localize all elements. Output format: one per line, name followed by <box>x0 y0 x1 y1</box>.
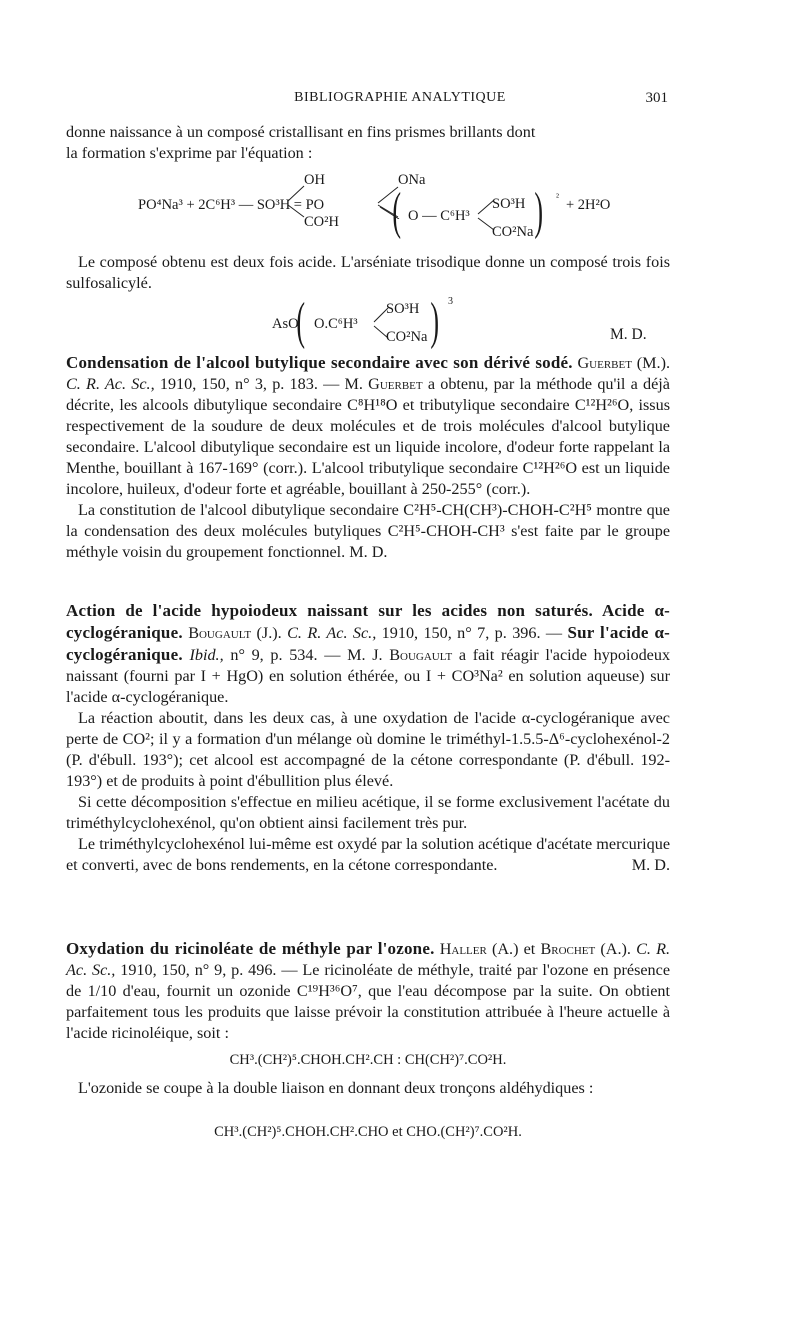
article2-signature: M. D. <box>631 856 670 874</box>
page-header <box>0 88 800 110</box>
article3-author-1: Haller <box>439 940 487 958</box>
article3-body-1: Le ricinoléate de méthyle, traité par l'ozone en présence de 1/10 d'eau, fournit un ozonide C¹⁹H³⁶O⁷, que l'eau décompose par la suite. On obtient parfaitement tous les produits que laisse prévoir la constitution attribuée à l'heure actuelle à l'acide ricinoléique, soit : <box>66 961 671 1042</box>
eq1-co2h: CO²H <box>304 214 339 230</box>
article1-ref: 1910, 150, n° 3, p. 183. — <box>159 375 340 393</box>
running-head: BIBLIOGRAPHIE ANALYTIQUE <box>294 90 506 105</box>
article1-body-author: M. Guerbet <box>344 375 423 393</box>
eq2-co2na: CO²Na <box>386 329 428 345</box>
eq1-o-c6h3: O — C⁶H³ <box>408 208 470 224</box>
eq1-so3h: SO³H <box>492 196 526 212</box>
article1-body-2: La constitution de l'alcool dibutylique secondaire C²H⁵-CH(CH³)-CHOH-C²H⁵ montre que la condensation des deux molécules butyliques C²H⁵-CHOH-CH³ s'est faite par le groupe méthyle voisin du groupement fonctionnel. M. D. <box>66 501 670 561</box>
eq1-paren-close: ) <box>534 183 543 240</box>
article1-initial: (M.). <box>636 354 671 372</box>
article2-title: Action de l'acide hypoiodeux naissant sur les acides non saturés. Acide α-cyclogéranique. <box>66 601 670 642</box>
article2-body-1: a fait réagir l'acide hypoiodeux naissant (fourni par I + HgO) en solution éthérée, ou I + CO³Na² en solution aqueuse) sur l'acide α-cyclogéranique. <box>66 646 671 706</box>
article2-ref: 1910, 150, n° 7, p. 396. — <box>381 624 563 642</box>
intro-paragraph <box>66 122 670 164</box>
eq2-paren-close: ) <box>430 293 439 350</box>
eq2-power: 3 <box>448 296 453 307</box>
eq1-co2na: CO²Na <box>492 224 534 240</box>
article2-journal: C. R. Ac. Sc., <box>287 624 377 642</box>
article3-formula-1: CH³.(CH²)⁵.CHOH.CH².CH : CH(CH²)⁷.CO²H. <box>229 1052 507 1068</box>
article1-author: Guerbet <box>577 354 632 372</box>
article3-ref: 1910, 150, n° 9, p. 496. — <box>120 961 298 979</box>
article3-journal: C. R. Ac. Sc., <box>66 940 671 979</box>
eq2-paren-open: ( <box>296 293 305 350</box>
eq2-so3h: SO³H <box>386 301 420 317</box>
article-ozone <box>66 938 670 1044</box>
article2-author: Bougault <box>188 624 252 642</box>
page-number: 301 <box>645 90 668 106</box>
article3-author-2: Brochet <box>540 940 596 958</box>
eq1-oh: OH <box>304 172 325 188</box>
intro-line-1: donne naissance à un composé cristallisant en fins prismes brillants dont <box>66 123 536 141</box>
article2-body-2: La réaction aboutit, dans les deux cas, à une oxydation de l'acide α-cyclogéranique avec perte de CO²; il y a formation d'un mélange où domine le triméthyl-1.5.5-Δ⁶-cyclohexénol-2 (P. d'ébull. 193°); cet alcool est accompagné de la cétone correspondante (P. d'ébull. 192-193°) et de produits à point d'ébullition plus élevé. <box>66 709 670 790</box>
eq1-plus-water: + 2H²O <box>566 197 611 213</box>
intro-line-2: la formation s'exprime par l'équation : <box>66 144 313 162</box>
signature-1: M. D. <box>610 326 647 343</box>
article1-body-1: a obtenu, par la méthode qu'il a déjà décrite, les alcools dibutylique secondaire C⁸H¹⁸O et tributylique secondaire C¹²H²⁶O, issus respectivement de la soudure de deux molécules et de trois molécules d'alcool butylique secondaire. L'alcool dibutylique secondaire est un liquide incolore, d'odeur forte rappelant la Menthe, bouillant à 167-169° (corr.). L'alcool tributylique secondaire C¹²H²⁶O est un liquide incolore, huileux, d'odeur forte et agréable, bouillant à 250-255° (corr.). <box>66 375 670 498</box>
eq1-bonds-left <box>286 184 308 218</box>
eq2-oc6h3: O.C⁶H³ <box>314 316 358 332</box>
article1-journal: C. R. Ac. Sc., <box>66 375 155 393</box>
eq1-power: ² <box>556 192 559 203</box>
article2-initial: (J.). <box>256 624 282 642</box>
arseniate-paragraph: Le composé obtenu est deux fois acide. L'arséniate trisodique donne un composé trois fois sulfosalicylé. <box>66 253 670 292</box>
eq1-ona: ONa <box>398 172 426 188</box>
article2-body-3: Si cette décomposition s'effectue en milieu acétique, il se forme exclusivement l'acétate du triméthylcyclohexénol, qu'on obtient ainsi facilement très pur. <box>66 793 670 832</box>
article2-title-2: Sur l'acide α-cyclogéranique. <box>66 623 670 664</box>
eq1-left: PO⁴Na³ + 2C⁶H³ — SO³H = PO <box>138 197 325 213</box>
article-condensation <box>66 352 670 563</box>
article2-ref-2: n° 9, p. 534. — <box>230 646 341 664</box>
article3-initial-1: (A.) et <box>491 940 536 958</box>
article3-body-2: L'ozonide se coupe à la double liaison en donnant deux tronçons aldéhydiques : <box>78 1079 594 1097</box>
article-hypoiodeux <box>66 600 670 876</box>
article2-body-author: M. J. Bougault <box>347 646 453 664</box>
article3-title: Oxydation du ricinoléate de méthyle par l'ozone. <box>66 939 435 958</box>
article2-ibid: Ibid., <box>189 646 224 664</box>
eq1-paren-open: ( <box>392 183 401 240</box>
article1-title: Condensation de l'alcool butylique secondaire avec son dérivé sodé. <box>66 353 573 372</box>
article3-initial-2: (A.). <box>600 940 631 958</box>
eq2-aso: AsO <box>272 316 299 332</box>
article3-formula-2: CH³.(CH²)⁵.CHOH.CH².CHO et CHO.(CH²)⁷.CO²H. <box>214 1124 522 1140</box>
article2-body-4: Le triméthylcyclohexénol lui-même est oxydé par la solution acétique d'acétate mercurique et converti, avec de bons rendements, en la cétone correspondante. <box>66 835 670 874</box>
